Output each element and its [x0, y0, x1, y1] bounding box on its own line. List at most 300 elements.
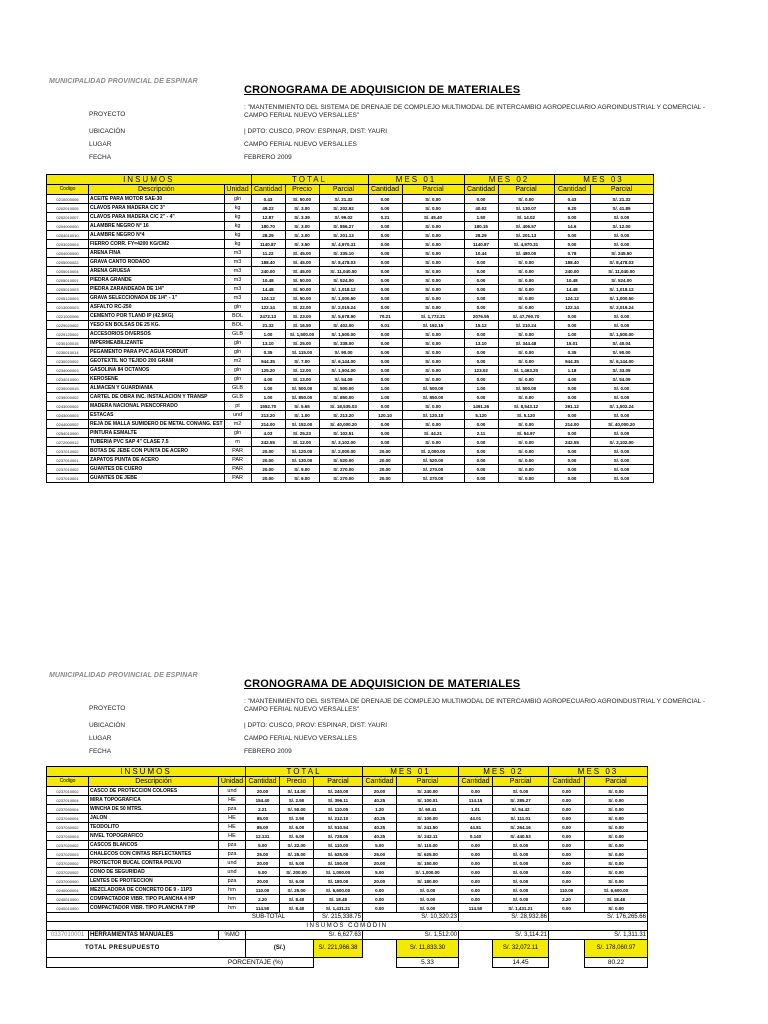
band-mes-01: MES 01 [363, 767, 459, 777]
table-2-body [47, 787, 648, 913]
cell-cant-m1: 0.00 [368, 285, 402, 294]
cell-cant-m2: 0.00 [459, 787, 493, 796]
cell-parcial-m3: S/. 12.00 [590, 222, 653, 231]
cell-parcial-m2: S/. 0.00 [493, 841, 549, 850]
cell-desc: WINCHA DE 50 MTRS. [89, 805, 219, 814]
cell-cant-m1: 5.00 [363, 868, 397, 877]
cell-parcial-m2: S/. 210.24 [498, 321, 554, 330]
cell-cant: 125.20 [251, 366, 285, 375]
cell-precio: S/. 14.00 [280, 787, 314, 796]
cell-parcial-m3: S/. 0.00 [585, 868, 648, 877]
cell-precio: S/. 9.00 [285, 465, 319, 474]
cell-cant-m1: 0.00 [368, 438, 402, 447]
cell-cant-m3: 291.12 [554, 402, 590, 411]
cell-cant-m3: 0.00 [549, 850, 585, 859]
cell-unit: kg [224, 222, 251, 231]
herr-mes-02: S/. 3,114.21 [459, 931, 549, 940]
cell-cant: 114.50 [246, 904, 280, 913]
cell-parcial-m1: S/. 0.00 [402, 375, 464, 384]
cell-cant-m3: 0.00 [554, 384, 590, 393]
cell-cant-m3: 124.12 [554, 294, 590, 303]
table-row [47, 249, 654, 258]
cell-desc: GASOLINA 84 OCTANOS [89, 366, 225, 375]
cell-cant: 2.21 [246, 805, 280, 814]
cell-desc: PEGAMENTO PARA PVC AGUA FORDUIT [89, 348, 225, 357]
cell-cant-m1: 0.00 [368, 276, 402, 285]
cell-cant-m3: 240.00 [554, 267, 590, 276]
table-row [47, 321, 654, 330]
cell-unit: kg [224, 213, 251, 222]
cell-code: 0239000015 [47, 384, 89, 393]
cell-parcial-m3: S/. 21.32 [590, 195, 653, 204]
cell-parcial-m3: S/. 0.00 [585, 823, 648, 832]
table-row [47, 420, 654, 429]
cell-parcial: S/. 102.51 [319, 429, 368, 438]
cell-cant-m2: 0.00 [459, 850, 493, 859]
cell-cant-m2: 0.00 [464, 447, 498, 456]
cell-cant-m2: 5.120 [464, 411, 498, 420]
cell-parcial: S/. 2,019.24 [319, 303, 368, 312]
cell-parcial-m1: S/. 0.00 [402, 330, 464, 339]
cell-desc: CARTEL DE OBRA INC. INSTALACION Y TRANSP [89, 393, 225, 402]
pct-label: PORCENTAJE (%) [47, 958, 314, 968]
cell-parcial-m2: S/. 0.00 [493, 895, 549, 904]
cell-parcial-m3: S/. 0.00 [585, 805, 648, 814]
cell-cant-m2: 0.00 [464, 330, 498, 339]
cell-desc: BOTAS DE JEBE CON PUNTA DE ACERO [89, 447, 225, 456]
cell-parcial-m2: S/. 0.00 [498, 294, 554, 303]
field-label-fecha: FECHA [89, 154, 112, 161]
spacer [459, 940, 493, 958]
cell-parcial-m1: S/. 0.00 [402, 285, 464, 294]
cell-parcial-m2: S/. 0.00 [498, 357, 554, 366]
col-precio: Precio [285, 185, 319, 195]
cell-unit: gln [224, 195, 251, 204]
subtotal-label: SUB-TOTAL [47, 913, 314, 922]
cell-cant-m2: 0.00 [464, 303, 498, 312]
cell-desc: ESTACAS [89, 411, 225, 420]
cell-cant: 5.00 [246, 841, 280, 850]
cell-cant-m1: 40.25 [363, 814, 397, 823]
cell-code: 0237040002 [47, 823, 89, 832]
cell-cant-m1: 20.00 [363, 859, 397, 868]
cell-precio: S/. 45.00 [285, 267, 319, 276]
page-title: CRONOGRAMA DE ADQUISICION DE MATERIALES [244, 678, 521, 690]
cell-cant-m3: 214.00 [554, 420, 590, 429]
cell-parcial-m2: S/. 0.00 [493, 886, 549, 895]
cell-code: 0205000022 [47, 258, 89, 267]
cell-precio: S/. 1,500.00 [285, 330, 319, 339]
table-row [47, 204, 654, 213]
cell-cant: 20.00 [246, 859, 280, 868]
cell-code: 0237040004 [47, 805, 89, 814]
table-row [47, 231, 654, 240]
cell-cant: 20.00 [246, 877, 280, 886]
cell-cant-m2: 0.00 [459, 895, 493, 904]
cell-parcial-m2: S/. 0.00 [498, 285, 554, 294]
col-parcial-m1: Parcial [397, 777, 459, 787]
cell-cant-m2: 28.29 [464, 231, 498, 240]
cell-cant-m1: 0.00 [363, 904, 397, 913]
spacer [314, 958, 363, 968]
cell-code: 0237010002 [47, 465, 89, 474]
subtotal-total: S/. 215,338.75 [314, 913, 363, 922]
cell-desc: CONO DE SEGURIDAD [89, 868, 219, 877]
cell-cant-m3: 14.6 [554, 222, 590, 231]
total-mes-03: S/. 178,060.97 [585, 940, 648, 958]
table-row [47, 276, 654, 285]
cell-parcial-m2: S/. 0.00 [493, 850, 549, 859]
cell-cant-m1: 0.21 [368, 213, 402, 222]
table-row [47, 859, 648, 868]
cell-cant-m3: 2.20 [549, 895, 585, 904]
table-row [47, 285, 654, 294]
cell-parcial: S/. 213.20 [319, 411, 368, 420]
cell-code: 0240000004 [47, 886, 89, 895]
cell-desc: COMPACTADOR VIBR. TIPO PLANCHA 7 HP [89, 904, 219, 913]
cell-desc: ALAMBRE NEGRO N°4 [89, 231, 225, 240]
cell-cant-m1: 5.00 [363, 841, 397, 850]
cell-unit: m3 [224, 249, 251, 258]
cell-cant: 10.48 [251, 276, 285, 285]
cell-cant-m1: 0.00 [368, 357, 402, 366]
cell-desc: ASFALTO RC-250 [89, 303, 225, 312]
cell-parcial-m1: S/. 0.00 [402, 357, 464, 366]
cell-parcial: S/. 21.32 [319, 195, 368, 204]
cell-cant-m1: 1.20 [363, 805, 397, 814]
cell-code: 0237040004 [47, 814, 89, 823]
cell-cant-m1: 0.00 [363, 895, 397, 904]
cell-parcial-m2: S/. 201.13 [498, 231, 554, 240]
materials-table-2 [46, 766, 648, 968]
cell-cant: 213.20 [251, 411, 285, 420]
col-unidad: Unidad [224, 185, 251, 195]
cell-code: 0229020002 [47, 321, 89, 330]
pct-mes-03: 80.22 [585, 958, 648, 968]
cell-code: 0205010001 [47, 276, 89, 285]
cell-desc: CLAVOS PARA MADERA C/C 3" [89, 204, 225, 213]
cell-parcial: S/. 520.00 [319, 456, 368, 465]
cell-parcial: S/. 856.27 [319, 222, 368, 231]
cell-desc: CEMENTO POR TLAND IP (42.5KG) [89, 312, 225, 321]
band-insumos: INSUMOS [47, 767, 246, 777]
cell-parcial-m2: S/. 111.01 [493, 814, 549, 823]
cell-cant-m2: 0.00 [464, 375, 498, 384]
cell-parcial-m3: S/. 1,502.24 [590, 402, 653, 411]
pct-mes-01: 5.33 [397, 958, 459, 968]
cell-parcial-m1: S/. 180.00 [397, 877, 459, 886]
cell-parcial: S/. 2,000.00 [319, 447, 368, 456]
cell-parcial-m1: S/. 110.00 [397, 841, 459, 850]
cell-parcial-m3: S/. 0.00 [585, 841, 648, 850]
cell-desc: TUBERIA PVC SAP 4" CLASE 7.5 [89, 438, 225, 447]
cell-parcial-m1: S/. 520.00 [402, 456, 464, 465]
cell-desc: YESO EN BOLSAS DE 25 KG. [89, 321, 225, 330]
cell-cant: 2472.13 [251, 312, 285, 321]
cell-cant: 154.40 [246, 796, 280, 805]
cell-code: 0237010002 [47, 447, 89, 456]
cell-precio: S/. 8.40 [280, 904, 314, 913]
cell-cant-m1: 120.10 [368, 411, 402, 420]
cell-precio: S/. 3.00 [285, 222, 319, 231]
total-mes-01: S/. 11,833.30 [397, 940, 459, 958]
cell-desc: LENTES DE PROTECCION [89, 877, 219, 886]
cell-parcial-m2: S/. 4,970.31 [498, 240, 554, 249]
cell-cant: 20.00 [251, 447, 285, 456]
cell-cant-m3: 242.55 [554, 438, 590, 447]
cell-cant-m3: 0.00 [554, 321, 590, 330]
cell-cant-m3: 1.00 [554, 330, 590, 339]
cell-parcial-m3: S/. 0.00 [590, 231, 653, 240]
table-row [47, 787, 648, 796]
cell-cant-m3: 0.00 [549, 796, 585, 805]
cell-cant: 122.14 [251, 303, 285, 312]
col-parcial-m2: Parcial [493, 777, 549, 787]
cell-cant-m2: 0.00 [464, 357, 498, 366]
band-total: TOTAL [251, 175, 368, 185]
table-row [47, 465, 654, 474]
cell-parcial: S/. 110.05 [314, 805, 363, 814]
cell-cant-m3: 1.18 [554, 366, 590, 375]
cell-unit: pza [219, 877, 246, 886]
cell-parcial-m1: S/. 0.00 [402, 267, 464, 276]
cell-unit: PAR [224, 465, 251, 474]
cell-code: 0240010000 [47, 904, 89, 913]
cell-precio: S/. 50.00 [285, 195, 319, 204]
cell-cant-m3: 188.40 [554, 258, 590, 267]
cell-parcial: S/. 500.00 [319, 384, 368, 393]
cell-parcial-m1: S/. 0.00 [402, 402, 464, 411]
cell-parcial-m2: S/. 0.00 [498, 267, 554, 276]
cell-parcial: S/. 201.13 [319, 231, 368, 240]
cell-parcial-m3: S/. 0.00 [590, 321, 653, 330]
cell-unit: m3 [224, 294, 251, 303]
cell-parcial-m3: S/. 11,040.00 [590, 267, 653, 276]
cell-cant: 13.10 [251, 339, 285, 348]
table-row [47, 868, 648, 877]
table-row [47, 357, 654, 366]
table-row [47, 438, 654, 447]
cell-parcial: S/. 240.00 [314, 787, 363, 796]
cell-parcial-m2: S/. 0.00 [493, 859, 549, 868]
col-parcial-m3: Parcial [585, 777, 648, 787]
cell-desc: ZAPATOS PUNTA DE ACERO [89, 456, 225, 465]
cell-precio: S/. 3.39 [285, 213, 319, 222]
cell-cant-m1: 20.00 [368, 474, 402, 483]
cell-unit: gln [224, 339, 251, 348]
cell-cant-m2: 1.00 [464, 384, 498, 393]
table-row [47, 814, 648, 823]
table-row [47, 447, 654, 456]
col-cantidad-m1: Cantidad [368, 185, 402, 195]
cell-cant-m1: 0.00 [368, 294, 402, 303]
cell-parcial-m1: S/. 0.00 [402, 294, 464, 303]
cell-unit: m [224, 438, 251, 447]
cell-cant-m1: 0.00 [368, 420, 402, 429]
cell-parcial-m3: S/. 3,102.00 [590, 438, 653, 447]
table-row [47, 886, 648, 895]
cell-cant-m3: 0.00 [554, 231, 590, 240]
cell-code: 0203020003 [47, 240, 89, 249]
cell-parcial-m1: S/. 0.00 [402, 249, 464, 258]
cell-cant: 1.00 [251, 384, 285, 393]
cell-cant-m2: 1.50 [464, 213, 498, 222]
cell-parcial: S/. 3,102.00 [319, 438, 368, 447]
cell-cant-m2: 0.00 [459, 859, 493, 868]
cell-parcial: S/. 524.00 [319, 276, 368, 285]
cell-cant-m2: 0.00 [464, 258, 498, 267]
cell-unit: PAR [224, 474, 251, 483]
band-mes-02: MES 02 [464, 175, 554, 185]
cell-desc: GRAVA SELECCIONADA DE 1/4" - 1" [89, 294, 225, 303]
cell-precio: S/. 25.00 [285, 339, 319, 348]
cell-parcial-m2: S/. 0.00 [498, 195, 554, 204]
cell-parcial-m1: S/. 0.00 [402, 366, 464, 375]
cell-cant: 11.22 [251, 249, 285, 258]
cell-unit: m3 [224, 258, 251, 267]
cell-cant-m1: 20.00 [368, 456, 402, 465]
table-row [47, 294, 654, 303]
cell-code: 0237010001 [47, 456, 89, 465]
cell-parcial-m2: S/. 1,431.21 [493, 904, 549, 913]
cell-parcial-m2: S/. 8,543.12 [498, 402, 554, 411]
cell-desc: GUANTES DE CUERO [89, 465, 225, 474]
cell-cant: 180.70 [251, 222, 285, 231]
table-row [47, 195, 654, 204]
cell-parcial: S/. 1,431.21 [314, 904, 363, 913]
cell-parcial-m2: S/. 0.00 [493, 877, 549, 886]
cell-code: 0205010004 [47, 267, 89, 276]
cell-code: 0204010010 [47, 231, 89, 240]
cell-parcial: S/. 1,000.00 [314, 868, 363, 877]
cell-parcial-m2: S/. 0.00 [498, 276, 554, 285]
table-row [47, 832, 648, 841]
cell-parcial-m3: S/. 8,478.03 [590, 258, 653, 267]
cell-cant-m1: 0.00 [368, 303, 402, 312]
cell-parcial: S/. 625.00 [314, 850, 363, 859]
cell-precio: S/. 2.50 [280, 796, 314, 805]
cell-parcial: S/. 99.02 [319, 213, 368, 222]
cell-desc: ALAMBRE NEGRO N° 16 [89, 222, 225, 231]
cell-parcial: S/. 54.09 [319, 375, 368, 384]
cell-unit: hm [219, 904, 246, 913]
spacer [363, 940, 397, 958]
page-title: CRONOGRAMA DE ADQUISICION DE MATERIALES [244, 84, 521, 96]
cell-parcial: S/. 40,000.20 [319, 420, 368, 429]
cell-code: 0210000006 [47, 195, 89, 204]
cell-code: 0237040003 [47, 832, 89, 841]
col-cantidad: Cantidad [246, 777, 280, 787]
cell-cant-m1: 70.21 [368, 312, 402, 321]
table-row [47, 877, 648, 886]
cell-precio: S/. 45.00 [285, 258, 319, 267]
table-row [47, 303, 654, 312]
cell-cant: 242.55 [251, 438, 285, 447]
cell-desc: PINTURA ESMALTE [89, 429, 225, 438]
cell-code: 0272000012 [47, 438, 89, 447]
field-value-ubicacion: | DPTO: CUSCO, PROV: ESPINAR, DIST: YAURI [244, 128, 388, 135]
cell-parcial: S/. 202.92 [319, 204, 368, 213]
cell-unit: und [224, 411, 251, 420]
cell-precio: S/. 3.00 [285, 231, 319, 240]
field-value-fecha: FEBRERO 2009 [244, 748, 292, 755]
pct-mes-02: 14.45 [493, 958, 549, 968]
table-row [47, 267, 654, 276]
cell-precio: S/. 5.65 [285, 402, 319, 411]
cell-parcial-m2: S/. 0.00 [498, 375, 554, 384]
col-parcial-m1: Parcial [402, 185, 464, 195]
cell-desc: PIEDRA ZARANDEADA DE 1/4" [89, 285, 225, 294]
cell-desc: ARENA FINA [89, 249, 225, 258]
col-cantidad-m1: Cantidad [363, 777, 397, 787]
cell-unit: HE [219, 832, 246, 841]
subtotal-mes-02: S/. 28,932.86 [459, 913, 549, 922]
cell-cant: 110.00 [246, 886, 280, 895]
table-row [47, 823, 648, 832]
cell-cant: 2.20 [246, 895, 280, 904]
cell-cant-m2: 10.44 [464, 249, 498, 258]
cell-parcial-m2: S/. 500.00 [498, 384, 554, 393]
col-descripcion: Descripción [89, 777, 219, 787]
field-value-proyecto: : "MANTENIMIENTO DEL SISTEMA DE DRENAJE DE COMPLEJO MULTIMODAL DE INTERCAMBIO AGROPECUARIO AGROINDUSTRIAL Y COMERCIAL - CAMPO FERIAL NUEVO VERSALLES" [244, 104, 705, 119]
cell-cant: 0.43 [251, 195, 285, 204]
cell-parcial-m2: S/. 0.00 [498, 465, 554, 474]
cell-cant-m3: 0.00 [554, 447, 590, 456]
cell-precio: S/. 120.00 [285, 447, 319, 456]
cell-cant: 188.40 [251, 258, 285, 267]
cell-unit: BOL [224, 321, 251, 330]
cell-unit: gln [224, 303, 251, 312]
cell-cant-m2: 1.01 [459, 805, 493, 814]
cell-parcial-m3: S/. 0.00 [590, 393, 653, 402]
table-row [47, 213, 654, 222]
cell-parcial-m2: S/. 0.00 [498, 258, 554, 267]
cell-parcial: S/. 1,504.00 [319, 366, 368, 375]
cell-cant-m1: 0.00 [368, 330, 402, 339]
cell-cant-m2: 0.00 [459, 841, 493, 850]
cell-desc: MEZCLADORA DE CONCRETO DE 9 - 11P3 [89, 886, 219, 895]
cell-desc: PROTECTOR BUCAL CONTRA POLVO [89, 859, 219, 868]
cell-cant-m1: 0.00 [368, 222, 402, 231]
cell-unit: kg [224, 231, 251, 240]
cell-precio: S/. 8.40 [280, 895, 314, 904]
cell-parcial-m3: S/. 0.00 [590, 447, 653, 456]
cell-unit: pza [219, 850, 246, 859]
cell-parcial-m3: S/. 1,018.12 [590, 285, 653, 294]
cell-cant-m2: 1491.26 [464, 402, 498, 411]
cell-code: 0213000003 [47, 303, 89, 312]
cell-cant-m1: 0.00 [368, 429, 402, 438]
cell-code: 0230020002 [47, 357, 89, 366]
cell-unit: gln [224, 375, 251, 384]
cell-unit: und [219, 868, 246, 877]
cell-cant-m1: 0.00 [368, 204, 402, 213]
cell-cant-m1: 0.00 [368, 402, 402, 411]
cell-precio: S/. 152.00 [285, 420, 319, 429]
cell-parcial-m2: S/. 130.07 [498, 204, 554, 213]
cell-unit: HE [219, 814, 246, 823]
cell-desc: FIERRO CORR. FY=4200 KG/CM2 [89, 240, 225, 249]
spacer [549, 940, 585, 958]
cell-desc: COMPACTADOR VIBR. TIPO PLANCHA 4 HP [89, 895, 219, 904]
cell-cant-m3: 0.00 [549, 814, 585, 823]
cell-unit: GLB [224, 330, 251, 339]
cell-desc: MIRA TOPOGRAFICA [89, 796, 219, 805]
cell-parcial: S/. 335.10 [319, 249, 368, 258]
cell-parcial-m3: S/. 0.00 [585, 859, 648, 868]
cell-parcial-m2: S/. 0.00 [498, 420, 554, 429]
cell-unit: HE [219, 796, 246, 805]
